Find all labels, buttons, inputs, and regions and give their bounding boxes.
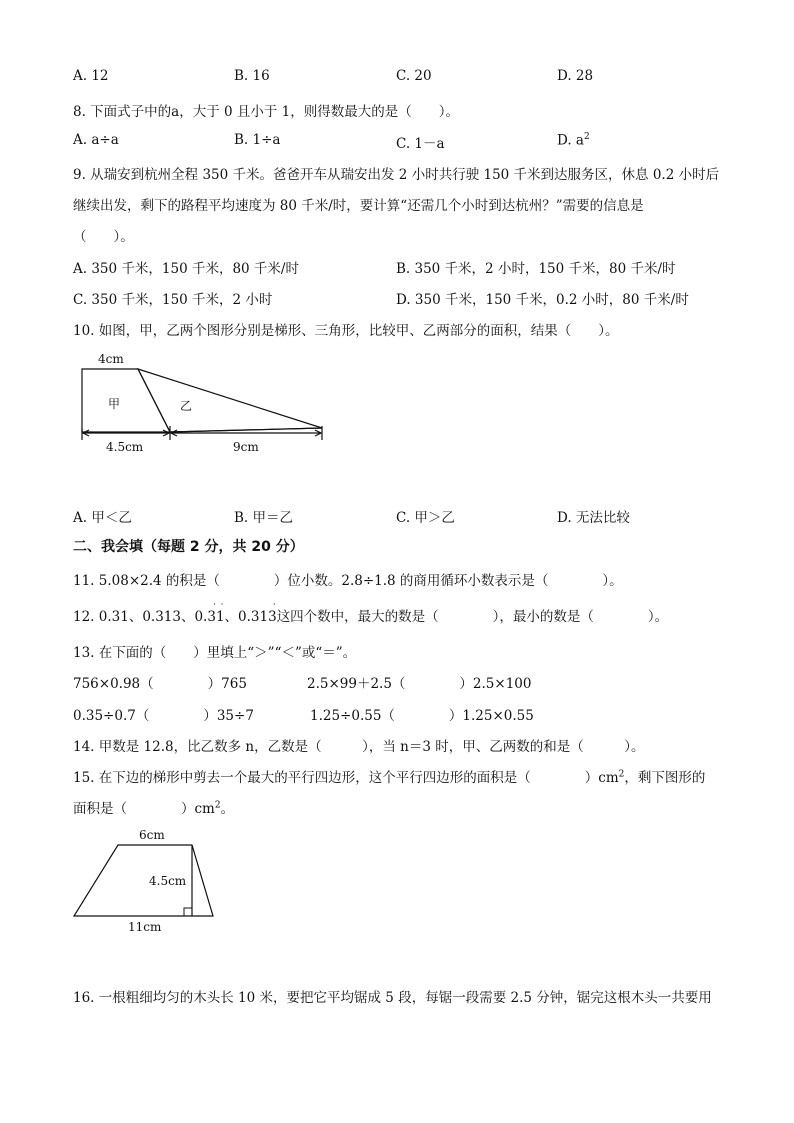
q12-repeating-2: · 0.313 [238,600,277,625]
q13-row2-a: 0.35÷0.7（ ）35÷7 [73,708,254,724]
q10-stem: 10. 如图，甲，乙两个图形分别是梯形、三角形，比较甲、乙两部分的面积，结果（ ）。 [73,323,619,339]
q12-repeating-1: · · 0.31 [194,600,225,625]
q13-stem: 13. 在下面的（ ）里填上“＞”“＜”或“＝”。 [73,645,357,661]
q13-row2-b: 1.25÷0.55（ ）1.25×0.55 [310,708,534,724]
q10-bottom-left-label: 4.5cm [106,440,144,454]
q12: 12. 0.31、0.313、 · · 0.31、 · 0.313这四个数中，最大的数是（ ），最小的数是（ ）。 [73,600,669,625]
q10-label-yi: 乙 [180,399,193,413]
q9-option-d: D. 350 千米，150 千米，0.2 小时，80 千米/时 [396,292,689,308]
section-2-heading: 二、我会填（每题 2 分，共 20 分） [73,539,304,555]
q9-option-a: A. 350 千米，150 千米，80 千米/时 [73,261,299,277]
q9-line2: 继续出发，剩下的路程平均速度为 80 千米/时，要计算“还需几个小时到达杭州？”需要的信息是 [73,198,644,214]
q15-top-label: 6cm [139,828,165,842]
q13-row1-b: 2.5×99＋2.5（ ）2.5×100 [307,676,532,692]
q15-line1: 15. 在下边的梯形中剪去一个最大的平行四边形，这个平行四边形的面积是（ ）$cm^2$，剩下图形的 [73,769,706,786]
q14: 14. 甲数是 12.8，比乙数多 n，乙数是（ ），当 n＝3 时，甲、乙两数的和是（ ）。 [73,739,645,755]
q10-label-jia: 甲 [108,397,121,411]
q7-option-a: A. 12 [73,68,109,84]
q16: 16. 一根粗细均匀的木头长 10 米，要把它平均锯成 5 段，每锯一段需要 2.5 分钟，锯完这根木头一共要用 [73,990,712,1006]
q12-repeating-2-dots: · [272,600,277,610]
q7-option-c: C. 20 [396,68,432,84]
q9-line1: 9. 从瑞安到杭州全程 350 千米。爸爸开车从瑞安出发 2 小时共行驶 150 千米到达服务区，休息 0.2 小时后 [73,167,720,183]
q12-suffix: 这四个数中，最大的数是（ ），最小的数是（ ）。 [276,609,669,625]
q8-option-b: B. 1÷a [234,132,281,148]
q10-triangle [138,369,322,432]
q12-repeating-1-dots: · · [212,600,225,610]
q8-option-c: C. 1－a [396,136,445,152]
q9-option-b: B. 350 千米，2 小时，150 千米，80 千米/时 [396,261,676,277]
q15-line2: 面积是（ ）$cm^2$。 [73,800,235,817]
q9-line3: （ ）。 [73,229,134,245]
q9-option-c: C. 350 千米，150 千米，2 小时 [73,292,273,308]
q7-option-d: D. 28 [557,68,594,84]
q10-option-a: A. 甲＜乙 [73,510,132,526]
q10-figure [70,348,335,458]
q11: 11. 5.08×2.4 的积是（ ）位小数。2.8÷1.8 的商用循环小数表示是（ ）。 [73,573,623,589]
q10-option-d: D. 无法比较 [557,510,630,526]
q15-figure [68,824,228,936]
q10-option-c: C. 甲＞乙 [396,510,455,526]
q8-option-d: D. $a^2$ [557,132,590,149]
q8-d-exponent: 2 [583,132,590,142]
q8-option-a: A. a÷a [73,132,119,148]
q7-option-b: B. 16 [234,68,270,84]
q10-top-label: 4cm [98,352,124,366]
q10-bottom-right-label: 9cm [233,440,259,454]
q10-trapezoid [82,369,170,432]
q10-option-b: B. 甲＝乙 [234,510,294,526]
q15-right-angle-mark [184,908,192,916]
q12-prefix: 12. 0.31、0.313、 [73,609,195,625]
q8-stem: 8. 下面式子中的a，大于 0 且小于 1，则得数最大的是（ ）。 [73,104,460,120]
q13-row1-a: 756×0.98（ ）765 [73,676,247,692]
q15-bottom-label: 11cm [128,920,162,934]
q15-height-label: 4.5cm [149,874,187,888]
